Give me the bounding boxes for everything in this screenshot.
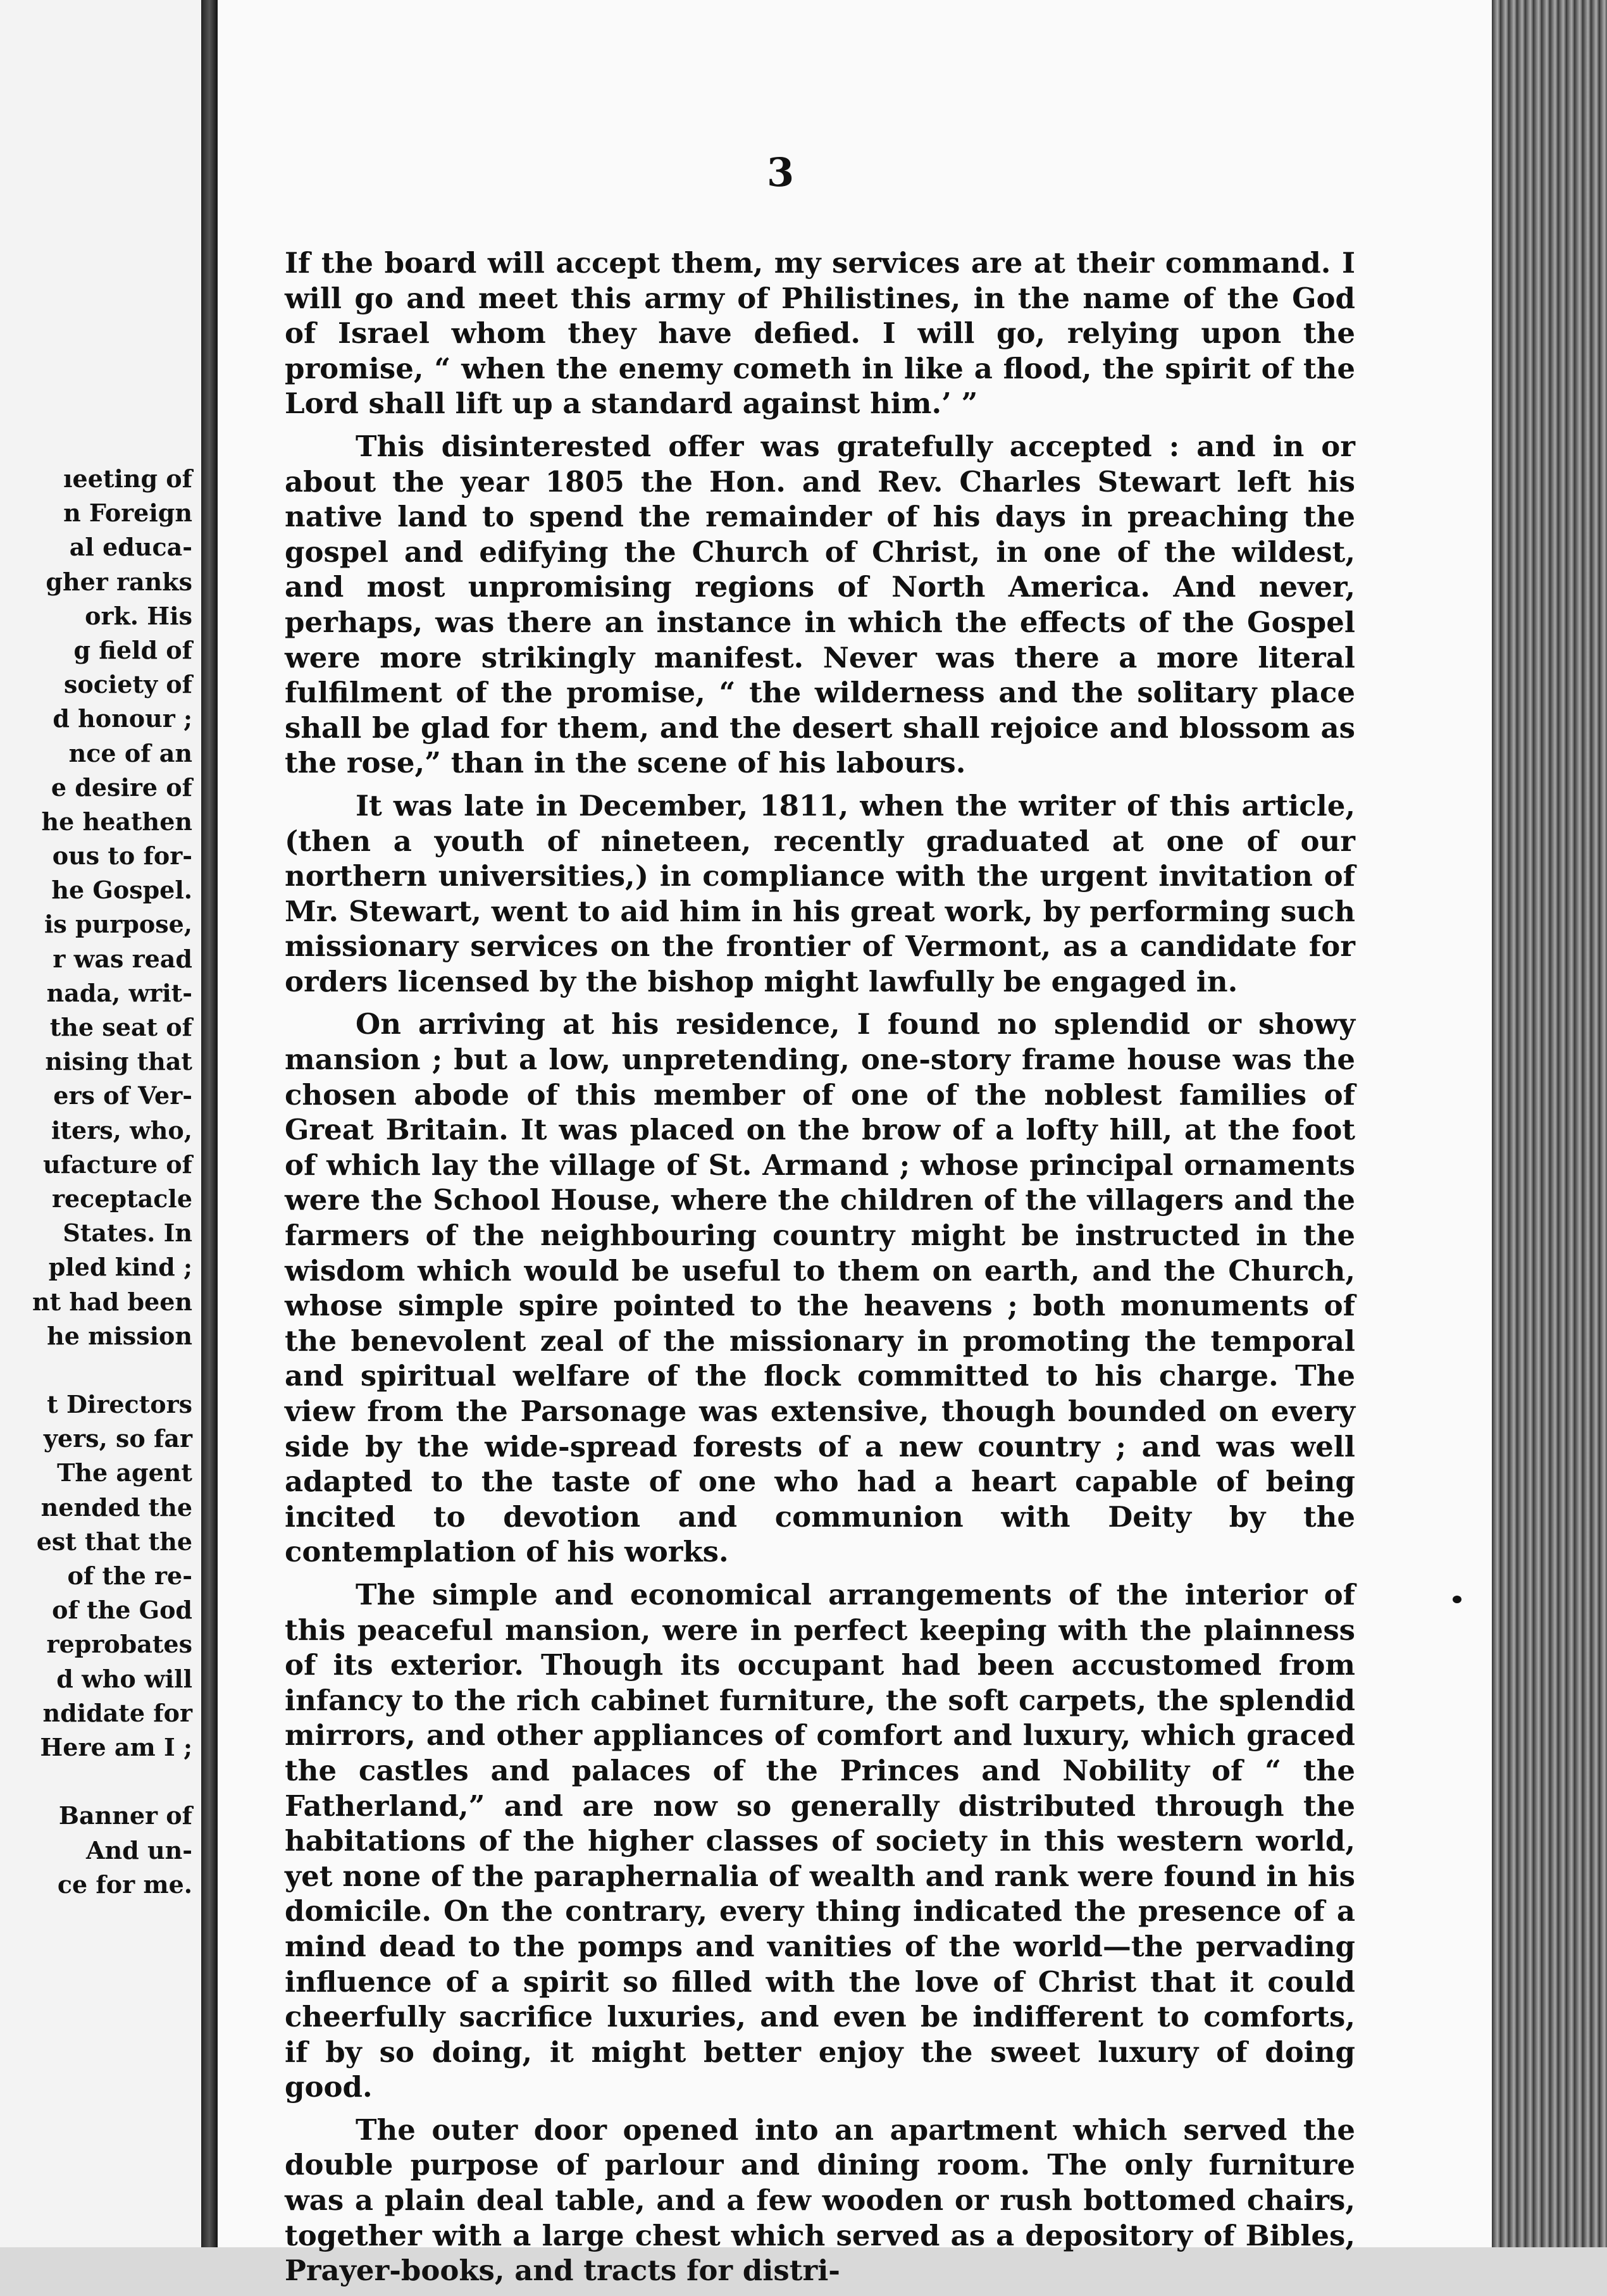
facing-line: d who will [56,1664,192,1693]
book-gutter [201,0,218,2247]
facing-line: iters, who, [51,1115,192,1145]
facing-line: yers, so far [43,1424,192,1453]
facing-line: he Gospel. [51,876,192,905]
paragraph: This disinterested offer was gratefully accepted : and in or about the year 1805 the Hon. and Rev. Charles Stewart left his native land to spend the remainder of his days in preaching the gospel and edifying the Church of Christ, in one of the wildest, and most unpromising regions of North America. And never, perhaps, was there an instance in which the effects of the Gospel were more strikingly manifest. Never was there a more literal fulfilment of the promise, “ the wilderness and the solitary place shall be glad for them, and the desert shall rejoice and blossom as the rose,” than in the scene of his labours. [285,429,1355,780]
facing-line: is purpose, [44,910,192,939]
facing-line: States. In [63,1219,192,1248]
facing-line: he heathen [41,807,192,836]
facing-line: Here am I ; [40,1732,192,1761]
facing-line: of the re- [67,1561,192,1590]
facing-line: of the God [52,1596,192,1625]
paragraph: The outer door opened into an apartment which served the double purpose of parlour and dining room. The only furniture was a plain deal table, and a few wooden or rush bottomed chairs, together with a large chest which served as a depository of Bibles, Prayer-books, and tracts for distri- [285,2113,1355,2288]
facing-line: And un- [86,1835,192,1865]
facing-line: nada, writ- [46,978,192,1007]
facing-line: society of [63,670,192,699]
facing-page-text-column [3,462,192,1902]
facing-line [3,1765,192,1799]
facing-line: ce for me. [57,1870,192,1899]
facing-line: reprobates [46,1630,192,1659]
facing-line: gher ranks [46,567,192,596]
facing-line: d honour ; [53,704,192,733]
facing-line: he mission [47,1321,192,1350]
facing-line: t Directors [47,1390,192,1419]
facing-line: the seat of [49,1013,192,1041]
paragraph: On arriving at his residence, I found no splendid or showy mansion ; but a low, unpretending, one-story frame house was the chosen abode of this member of one of the noblest families of Great Britain. It was placed on the brow of a lofty hill, at the foot of which lay the village of St. Armand ; whose principal ornaments were the School House, where the children of the villagers and the farmers of the neighbouring country might be instructed in the wisdom which would be useful to them on earth, and the Church, whose simple spire pointed to the heavens ; both monuments of the benevolent zeal of the missionary in promoting the temporal and spiritual welfare of the flock committed to his charge. The view from the Parsonage was extensive, though bounded on every side by the wide-spread forests of a new country ; and was well adapted to the taste of one who had a heart capable of being incited to devotion and communion with Deity by the contemplation of his works. [285,1007,1355,1569]
facing-line: ous to for- [52,841,192,871]
facing-line: ufacture of [42,1150,192,1179]
facing-line: The agent [57,1458,192,1487]
paragraph: It was late in December, 1811, when the writer of this article, (then a youth of nineteen, recently graduated at one of our northern universities,) in compliance with the urgent invitation of Mr. Stewart, went to aid him in his great work, by performing such missionary services on the frontier of Vermont, as a candidate for orders licensed by the bishop might lawfully be engaged in. [285,788,1355,998]
facing-line: n Foreign [63,499,192,528]
body-text [285,245,1355,2296]
facing-line: ıeeting of [63,464,192,493]
facing-line: pled kind ; [48,1253,192,1282]
ink-mark [1453,1596,1461,1603]
facing-line: receptacle [51,1184,192,1213]
facing-line: nising that [45,1047,192,1076]
facing-line: nce of an [68,738,192,767]
facing-line: Banner of [58,1801,192,1830]
page-number: 3 [767,149,795,195]
facing-line: ork. His [85,601,192,630]
facing-line: nended the [40,1492,192,1522]
paragraph: The simple and economical arrangements of the interior of this peaceful mansion, were in perfect keeping with the plainness of its exterior. Though its occupant had been accustomed from infancy to the rich cabinet furniture, the soft carpets, the splendid mirrors, and other appliances of comfort and luxury, which graced the castles and palaces of the Princes and Nobility of “ the Fatherland,” and are now so generally distributed through the habitations of the higher classes of society in this western world, yet none of the paraphernalia of wealth and rank were found in his domicile. On the contrary, every thing indicated the presence of a mind dead to the pomps and vanities of the world—the pervading influence of a spirit so filled with the love of Christ that it could cheerfully sacrifice luxuries, and even be indifferent to comforts, if by so doing, it might better enjoy the sweet luxury of doing good. [285,1577,1355,2104]
facing-line: g field of [73,635,192,664]
facing-line: e desire of [51,773,192,802]
facing-line: al educa- [69,533,192,562]
facing-line: nt had been [32,1287,192,1316]
facing-line [3,1353,192,1387]
page-edges [1492,0,1607,2247]
facing-page-fragment [0,0,201,2247]
facing-line: ndidate for [42,1698,192,1727]
paragraph: If the board will accept them, my services are at their command. I will go and meet this army of Philistines, in the name of the God of Israel whom they have defied. I will go, relying upon the promise, “ when the enemy cometh in like a flood, the spirit of the Lord shall lift up a standard against him.’ ” [285,246,1355,421]
facing-line: ers of Ver- [53,1081,192,1110]
facing-line: r was read [53,944,192,973]
facing-line: est that the [36,1527,192,1556]
